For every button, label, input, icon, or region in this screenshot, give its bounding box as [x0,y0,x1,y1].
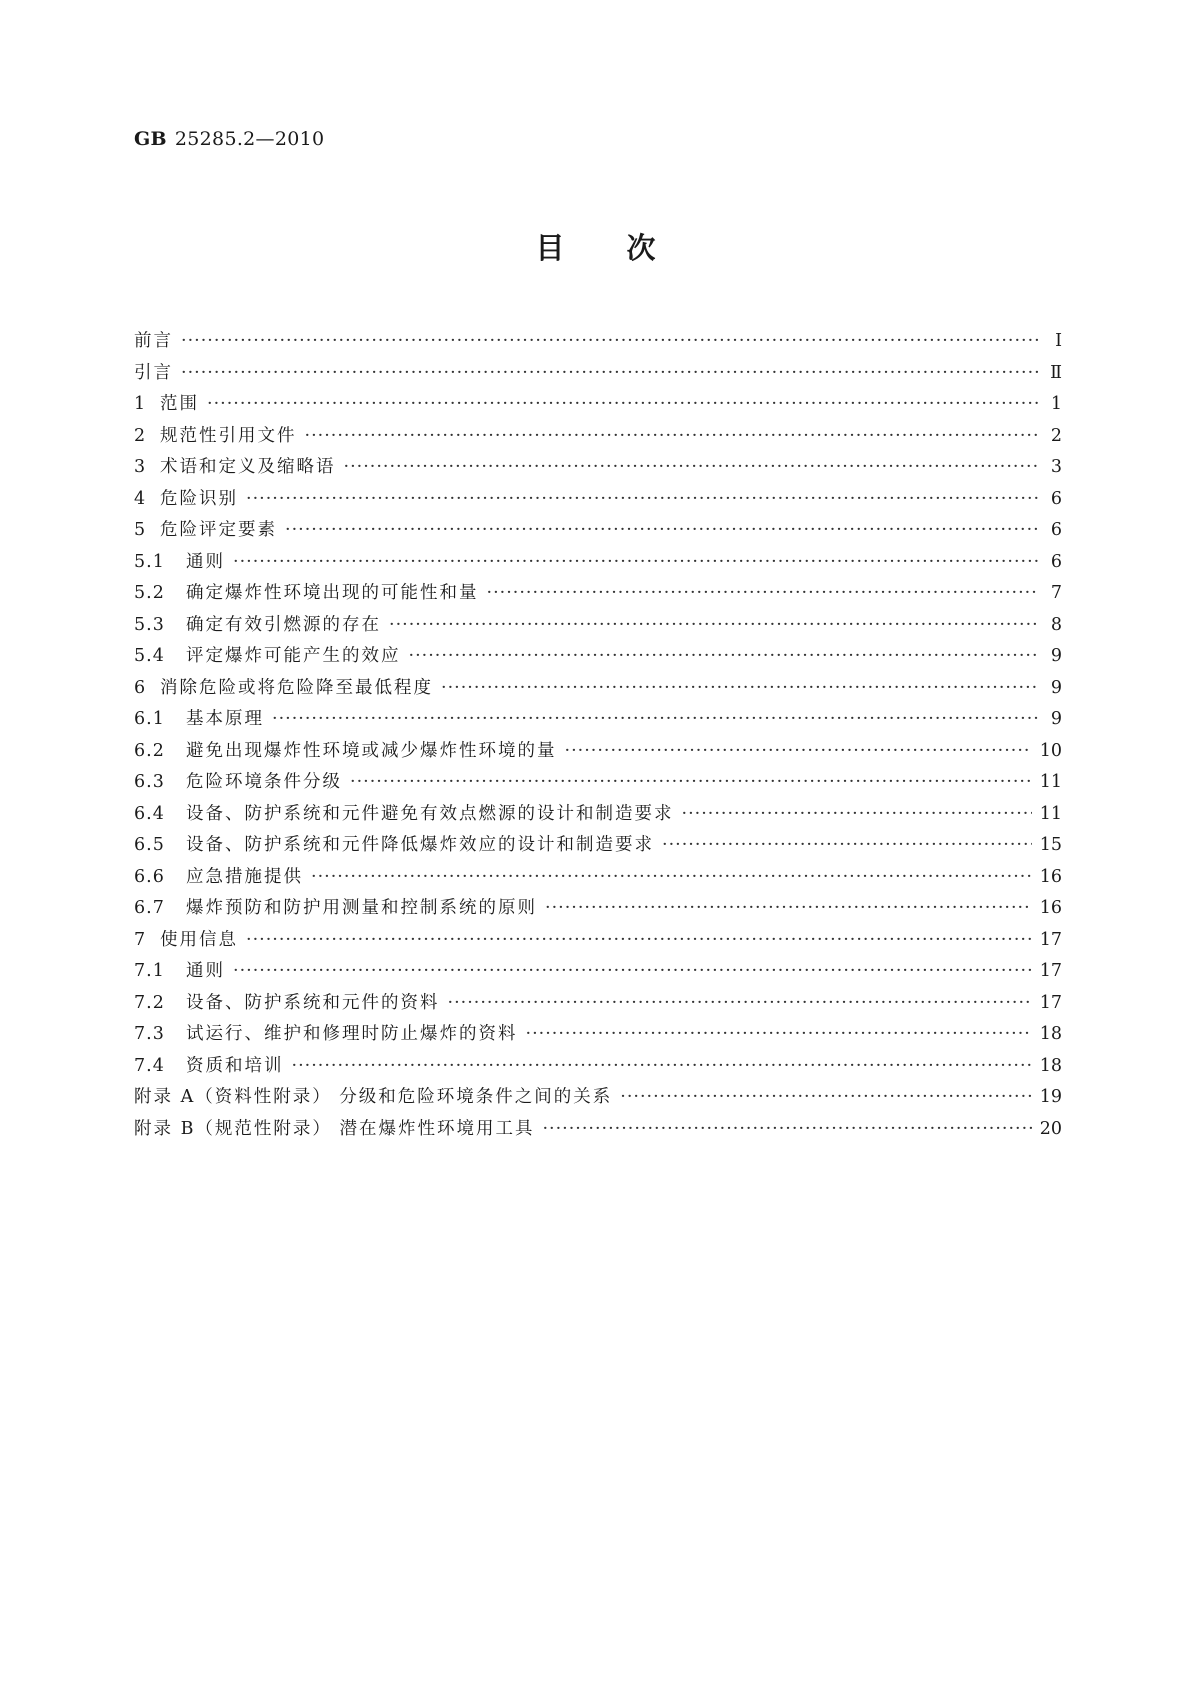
toc-page: 16 [1039,866,1062,887]
toc-entry[interactable] [134,673,1062,705]
toc-label: 规范性引用文件 [160,425,297,446]
toc-number: 1 [134,394,147,414]
toc-entry[interactable] [134,389,1062,421]
toc-label: 设备、防护系统和元件避免有效点燃源的设计和制造要求 [186,803,674,824]
toc-number: 6.7 [134,898,165,918]
toc-label: 消除危险或将危险降至最低程度 [160,677,433,698]
toc-number: 6.1 [134,709,165,729]
toc-label: 通则 [186,551,225,572]
toc-entry[interactable] [134,1019,1062,1051]
toc-entry[interactable] [134,578,1062,610]
toc-entry-annex[interactable] [134,1114,1062,1146]
toc-label: 术语和定义及缩略语 [160,457,336,477]
toc-entry[interactable] [134,421,1062,453]
toc-number: 6 [134,677,147,698]
toc-entry-annex[interactable] [134,1082,1062,1114]
toc-entry[interactable] [134,547,1062,579]
toc-page: 9 [1050,646,1062,666]
toc-label: 应急措施提供 [186,866,303,887]
toc-label: 设备、防护系统和元件的资料 [186,992,440,1013]
toc-entry[interactable] [134,988,1062,1020]
toc-page: 3 [1050,457,1062,477]
toc-page: Ⅱ [1050,362,1062,383]
toc-entry[interactable] [134,641,1062,673]
toc-label: 基本原理 [186,709,264,729]
toc-label: 通则 [186,961,225,981]
toc-number: 3 [134,457,147,477]
toc-label: 前言 [134,331,173,351]
toc-page: 16 [1039,898,1062,918]
toc-entry[interactable] [134,925,1062,957]
toc-number: 6.6 [134,866,165,887]
toc-page: 18 [1039,1055,1062,1076]
toc-label: 危险识别 [160,488,238,509]
toc-label: 避免出现爆炸性环境或减少爆炸性环境的量 [186,740,557,761]
toc-entry[interactable] [134,1051,1062,1083]
toc-page: 7 [1050,583,1062,603]
toc-page: 6 [1050,520,1062,540]
toc-label: 引言 [134,362,173,383]
toc-page: 11 [1039,772,1062,792]
toc-label: 确定爆炸性环境出现的可能性和量 [186,583,479,603]
toc-page: 17 [1039,992,1062,1013]
toc-number: 6.2 [134,740,165,761]
toc-label: 资质和培训 [186,1055,284,1076]
toc-page: 17 [1039,961,1062,981]
toc-page: 2 [1050,425,1062,446]
toc-number: 5 [134,520,147,540]
toc-page: 8 [1050,614,1062,635]
toc-label: 确定有效引燃源的存在 [186,614,381,635]
toc-page: 6 [1050,488,1062,509]
title-char-2: 次 [626,231,656,265]
toc-entry[interactable] [134,704,1062,736]
toc-number: 7.3 [134,1024,165,1044]
toc-number: 6.3 [134,772,165,792]
toc-page: 9 [1050,677,1062,698]
toc-page: 6 [1050,551,1062,572]
toc-entry[interactable] [134,799,1062,831]
toc-entry[interactable] [134,326,1062,358]
standard-prefix: GB [134,128,167,150]
toc-entry[interactable] [134,862,1062,894]
toc-number: 5.2 [134,583,165,603]
toc-label: 使用信息 [160,929,238,950]
toc-number: 4 [134,488,147,509]
toc-label: 危险评定要素 [160,520,277,540]
toc-number: 5.1 [134,551,165,572]
toc-number: 5.4 [134,646,165,666]
toc-page: 11 [1039,803,1062,824]
toc-page: 10 [1039,740,1062,761]
toc-label: 爆炸预防和防护用测量和控制系统的原则 [186,898,537,918]
toc-label: 危险环境条件分级 [186,772,342,792]
toc-entry[interactable] [134,830,1062,862]
toc-entry[interactable] [134,736,1062,768]
toc-label: 附录 A（资料性附录） 分级和危险环境条件之间的关系 [134,1087,613,1107]
toc-page: 15 [1039,835,1062,855]
toc-entry[interactable] [134,956,1062,988]
toc-page: 17 [1039,929,1062,950]
toc-label: 范围 [160,394,199,414]
toc-number: 6.4 [134,803,165,824]
page-title [0,226,1191,267]
title-char-1: 目 [535,231,565,265]
toc-page: 19 [1039,1087,1062,1107]
toc-number: 7 [134,929,147,950]
toc-entry[interactable] [134,767,1062,799]
toc-entry[interactable] [134,452,1062,484]
toc-page: 1 [1050,394,1062,414]
table-of-contents [134,326,1062,1145]
toc-entry[interactable] [134,358,1062,390]
toc-page: 9 [1050,709,1062,729]
toc-number: 5.3 [134,614,165,635]
toc-number: 2 [134,425,147,446]
toc-label: 试运行、维护和修理时防止爆炸的资料 [186,1024,518,1044]
toc-number: 7.1 [134,961,165,981]
toc-entry[interactable] [134,893,1062,925]
toc-entry[interactable] [134,515,1062,547]
standard-code [134,128,324,150]
toc-number: 7.2 [134,992,165,1013]
toc-entry[interactable] [134,610,1062,642]
toc-label: 设备、防护系统和元件降低爆炸效应的设计和制造要求 [186,835,654,855]
toc-page: 18 [1039,1024,1062,1044]
toc-label: 附录 B（规范性附录） 潜在爆炸性环境用工具 [134,1118,535,1139]
toc-page: 20 [1039,1118,1062,1139]
toc-number: 6.5 [134,835,165,855]
toc-page: Ⅰ [1055,331,1062,351]
toc-label: 评定爆炸可能产生的效应 [186,646,401,666]
toc-entry[interactable] [134,484,1062,516]
standard-number: 25285.2—2010 [174,128,325,150]
toc-number: 7.4 [134,1055,165,1076]
